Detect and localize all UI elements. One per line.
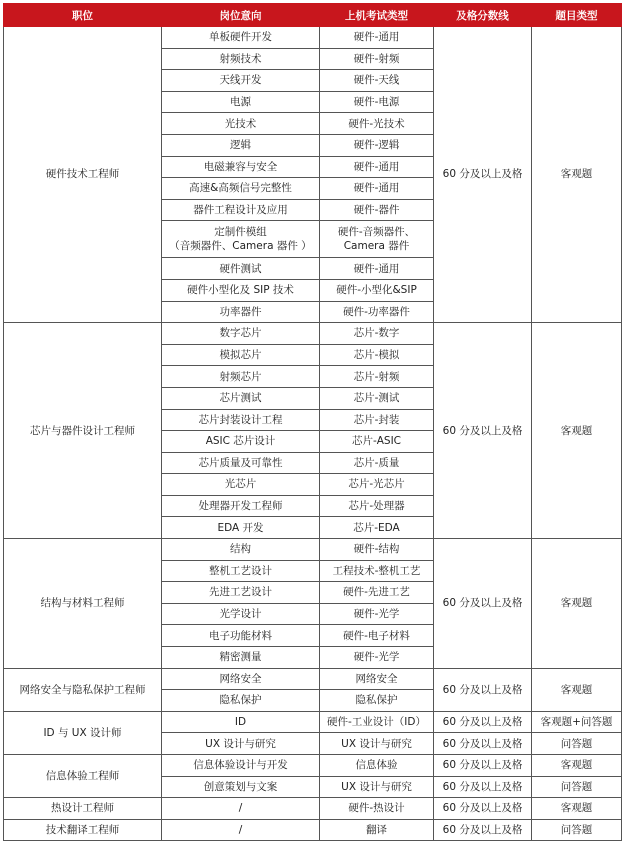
table-row [4, 711, 622, 733]
intent-cell: 信息体验设计与开发 [162, 755, 320, 777]
intent-cell: 结构 [162, 539, 320, 561]
question-type-cell: 问答题 [532, 733, 622, 755]
exam-type-cell: 硬件-逻辑 [320, 134, 434, 156]
table-header-row [4, 4, 622, 27]
intent-cell: 数字芯片 [162, 323, 320, 345]
exam-type-cell: 硬件-通用 [320, 258, 434, 280]
intent-cell: 光学设计 [162, 603, 320, 625]
question-type-cell: 客观题+问答题 [532, 711, 622, 733]
exam-type-cell: 硬件-天线 [320, 70, 434, 92]
job-cell: 硬件技术工程师 [4, 27, 162, 323]
exam-type-cell: 芯片-质量 [320, 452, 434, 474]
intent-cell: 创意策划与文案 [162, 776, 320, 798]
job-cell: 信息体验工程师 [4, 755, 162, 798]
pass-score-cell: 60 分及以上及格 [434, 539, 532, 669]
pass-score-cell: 60 分及以上及格 [434, 323, 532, 539]
intent-cell: 射频技术 [162, 48, 320, 70]
intent-cell: 逻辑 [162, 134, 320, 156]
pass-score-cell: 60 分及以上及格 [434, 668, 532, 711]
header-job: 职位 [4, 4, 162, 27]
table-row [4, 798, 622, 820]
exam-type-cell: 硬件-光学 [320, 603, 434, 625]
intent-cell: / [162, 798, 320, 820]
question-type-cell: 客观题 [532, 539, 622, 669]
question-type-cell: 客观题 [532, 755, 622, 777]
exam-type-cell: 芯片-模拟 [320, 344, 434, 366]
exam-type-cell: 硬件-电子材料 [320, 625, 434, 647]
exam-type-cell: 芯片-测试 [320, 387, 434, 409]
exam-type-cell: 硬件-电源 [320, 91, 434, 113]
intent-cell: UX 设计与研究 [162, 733, 320, 755]
exam-type-cell: 硬件-射频 [320, 48, 434, 70]
exam-type-cell: 芯片-ASIC [320, 431, 434, 453]
exam-type-cell: 硬件-功率器件 [320, 301, 434, 323]
intent-cell: 精密测量 [162, 647, 320, 669]
question-type-cell: 客观题 [532, 798, 622, 820]
pass-score-cell: 60 分及以上及格 [434, 819, 532, 841]
job-cell: ID 与 UX 设计师 [4, 711, 162, 754]
intent-cell: 电子功能材料 [162, 625, 320, 647]
exam-type-cell: 翻译 [320, 819, 434, 841]
exam-type-cell: 芯片-射频 [320, 366, 434, 388]
table-row [4, 668, 622, 690]
intent-cell: 芯片封装设计工程 [162, 409, 320, 431]
intent-cell: 光芯片 [162, 474, 320, 496]
exam-type-cell: 硬件-光学 [320, 647, 434, 669]
intent-cell: ID [162, 711, 320, 733]
table-row [4, 323, 622, 345]
exam-type-cell: 工程技术-整机工艺 [320, 560, 434, 582]
intent-cell: 硬件测试 [162, 258, 320, 280]
exam-type-cell: 硬件-工业设计（ID） [320, 711, 434, 733]
intent-cell: EDA 开发 [162, 517, 320, 539]
header-intent: 岗位意向 [162, 4, 320, 27]
intent-cell: 光技术 [162, 113, 320, 135]
exam-type-cell: 硬件-通用 [320, 178, 434, 200]
intent-cell: 芯片测试 [162, 387, 320, 409]
exam-type-cell: 硬件-先进工艺 [320, 582, 434, 604]
intent-cell: 隐私保护 [162, 690, 320, 712]
intent-cell: 定制件模组 （音频器件、Camera 器件 ） [162, 221, 320, 258]
intent-cell: ASIC 芯片设计 [162, 431, 320, 453]
exam-type-cell: 硬件-音频器件、 Camera 器件 [320, 221, 434, 258]
question-type-cell: 问答题 [532, 819, 622, 841]
header-question-type: 题目类型 [532, 4, 622, 27]
exam-type-cell: 隐私保护 [320, 690, 434, 712]
intent-cell: 射频芯片 [162, 366, 320, 388]
table-row [4, 539, 622, 561]
exam-type-cell: 硬件-热设计 [320, 798, 434, 820]
question-type-cell: 客观题 [532, 323, 622, 539]
exam-table [3, 3, 622, 841]
intent-cell: 电源 [162, 91, 320, 113]
intent-cell: 先进工艺设计 [162, 582, 320, 604]
job-cell: 网络安全与隐私保护工程师 [4, 668, 162, 711]
intent-cell: 器件工程设计及应用 [162, 199, 320, 221]
intent-cell: 电磁兼容与安全 [162, 156, 320, 178]
exam-type-cell: 芯片-封装 [320, 409, 434, 431]
exam-type-cell: 硬件-通用 [320, 156, 434, 178]
header-exam-type: 上机考试类型 [320, 4, 434, 27]
table-body [4, 27, 622, 841]
intent-cell: 模拟芯片 [162, 344, 320, 366]
intent-cell: 硬件小型化及 SIP 技术 [162, 279, 320, 301]
intent-cell: 高速&高频信号完整性 [162, 178, 320, 200]
intent-cell: 整机工艺设计 [162, 560, 320, 582]
table-row [4, 27, 622, 49]
exam-type-cell: 硬件-器件 [320, 199, 434, 221]
pass-score-cell: 60 分及以上及格 [434, 798, 532, 820]
exam-type-cell: 硬件-结构 [320, 539, 434, 561]
exam-type-cell: UX 设计与研究 [320, 733, 434, 755]
exam-type-cell: 芯片-EDA [320, 517, 434, 539]
exam-type-cell: 信息体验 [320, 755, 434, 777]
exam-type-cell: 硬件-小型化&SIP [320, 279, 434, 301]
intent-cell: 芯片质量及可靠性 [162, 452, 320, 474]
job-cell: 结构与材料工程师 [4, 539, 162, 669]
exam-type-cell: 硬件-通用 [320, 27, 434, 49]
header-pass-score: 及格分数线 [434, 4, 532, 27]
exam-type-cell: 芯片-数字 [320, 323, 434, 345]
exam-type-cell: 网络安全 [320, 668, 434, 690]
pass-score-cell: 60 分及以上及格 [434, 755, 532, 777]
job-cell: 芯片与器件设计工程师 [4, 323, 162, 539]
intent-cell: / [162, 819, 320, 841]
intent-cell: 网络安全 [162, 668, 320, 690]
pass-score-cell: 60 分及以上及格 [434, 27, 532, 323]
pass-score-cell: 60 分及以上及格 [434, 776, 532, 798]
pass-score-cell: 60 分及以上及格 [434, 733, 532, 755]
job-cell: 热设计工程师 [4, 798, 162, 820]
exam-type-cell: UX 设计与研究 [320, 776, 434, 798]
intent-cell: 天线开发 [162, 70, 320, 92]
pass-score-cell: 60 分及以上及格 [434, 711, 532, 733]
exam-type-cell: 芯片-处理器 [320, 495, 434, 517]
question-type-cell: 客观题 [532, 668, 622, 711]
table-row [4, 755, 622, 777]
question-type-cell: 问答题 [532, 776, 622, 798]
job-cell: 技术翻译工程师 [4, 819, 162, 841]
intent-cell: 功率器件 [162, 301, 320, 323]
table-row [4, 819, 622, 841]
intent-cell: 处理器开发工程师 [162, 495, 320, 517]
exam-type-cell: 芯片-光芯片 [320, 474, 434, 496]
question-type-cell: 客观题 [532, 27, 622, 323]
exam-type-cell: 硬件-光技术 [320, 113, 434, 135]
intent-cell: 单板硬件开发 [162, 27, 320, 49]
